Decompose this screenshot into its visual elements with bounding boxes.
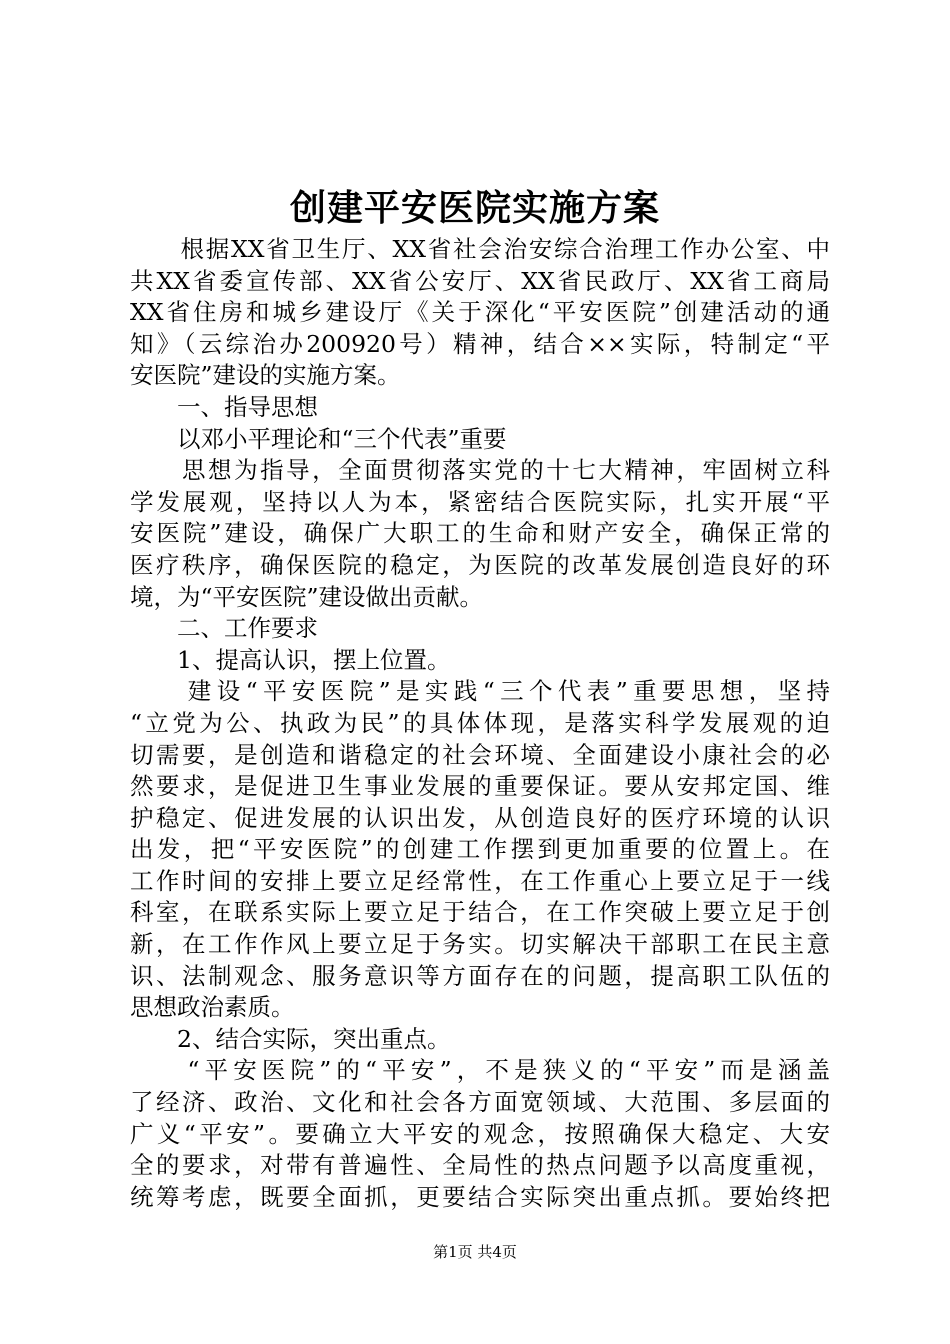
- text-line: 思想为指导，全面贯彻落实党的十七大精神，牢固树立科: [130, 456, 830, 485]
- document-title: 创建平安医院实施方案: [289, 187, 660, 229]
- text-line: 广义“平安”。要确立大平安的观念，按照确保大稳定、大安: [130, 1119, 830, 1148]
- page-footer: 第1页 共4页: [433, 1243, 517, 1261]
- text-line: 共XX省委宣传部、XX省公安厅、XX省民政厅、XX省工商局: [130, 266, 830, 295]
- text-line: 境，为“平安医院”建设做出贡献。: [130, 582, 484, 611]
- text-line: 识、法制观念、服务意识等方面存在的问题，提高职工队伍的: [130, 961, 830, 990]
- text-line: 根据XX省卫生厅、XX省社会治安综合治理工作办公室、中: [130, 235, 830, 263]
- text-line: 思想政治素质。: [130, 993, 295, 1022]
- text-line: 2、结合实际，突出重点。: [130, 1024, 451, 1053]
- document-body: [130, 234, 830, 1213]
- text-line: 知》（云综治办200920号）精神，结合××实际，特制定“平: [130, 329, 830, 358]
- text-line: 切需要，是创造和谐稳定的社会环境、全面建设小康社会的必: [130, 740, 830, 769]
- text-line: 了经济、政治、文化和社会各方面宽领域、大范围、多层面的: [130, 1088, 830, 1117]
- text-line: 一、指导思想: [130, 392, 318, 421]
- text-line: 出发，把“平安医院”的创建工作摆到更加重要的位置上。在: [130, 835, 830, 864]
- text-line: 建设“平安医院”是实践“三个代表”重要思想，坚持: [130, 677, 830, 706]
- text-line: 护稳定、促进发展的认识出发，从创造良好的医疗环境的认识: [130, 803, 830, 832]
- text-line: 科室，在联系实际上要立足于结合，在工作突破上要立足于创: [130, 898, 830, 927]
- text-line: 全的要求，对带有普遍性、全局性的热点问题予以高度重视，: [130, 1151, 830, 1180]
- text-line: 安医院”建设的实施方案。: [130, 361, 401, 390]
- text-line: 新，在工作作风上要立足于务实。切实解决干部职工在民主意: [130, 930, 830, 959]
- text-line: “平安医院”的“平安”，不是狭义的“平安”而是涵盖: [130, 1056, 830, 1085]
- text-line: 以邓小平理论和“三个代表”重要: [130, 424, 507, 453]
- text-line: 统筹考虑，既要全面抓，更要结合实际突出重点抓。要始终把: [130, 1182, 830, 1211]
- text-line: 医疗秩序，确保医院的稳定，为医院的改革发展创造良好的环: [130, 550, 830, 579]
- text-line: “立党为公、执政为民”的具体体现，是落实科学发展观的迫: [130, 708, 830, 737]
- text-line: 工作时间的安排上要立足经常性，在工作重心上要立足于一线: [130, 866, 830, 895]
- text-line: 然要求，是促进卫生事业发展的重要保证。要从安邦定国、维: [130, 772, 830, 801]
- text-line: 学发展观，坚持以人为本，紧密结合医院实际，扎实开展“平: [130, 487, 830, 516]
- text-line: 二、工作要求: [130, 614, 318, 643]
- text-line: 1、提高认识，摆上位置。: [130, 645, 451, 674]
- text-line: 安医院”建设，确保广大职工的生命和财产安全，确保正常的: [130, 519, 830, 548]
- text-line: XX省住房和城乡建设厅《关于深化“平安医院”创建活动的通: [130, 298, 830, 327]
